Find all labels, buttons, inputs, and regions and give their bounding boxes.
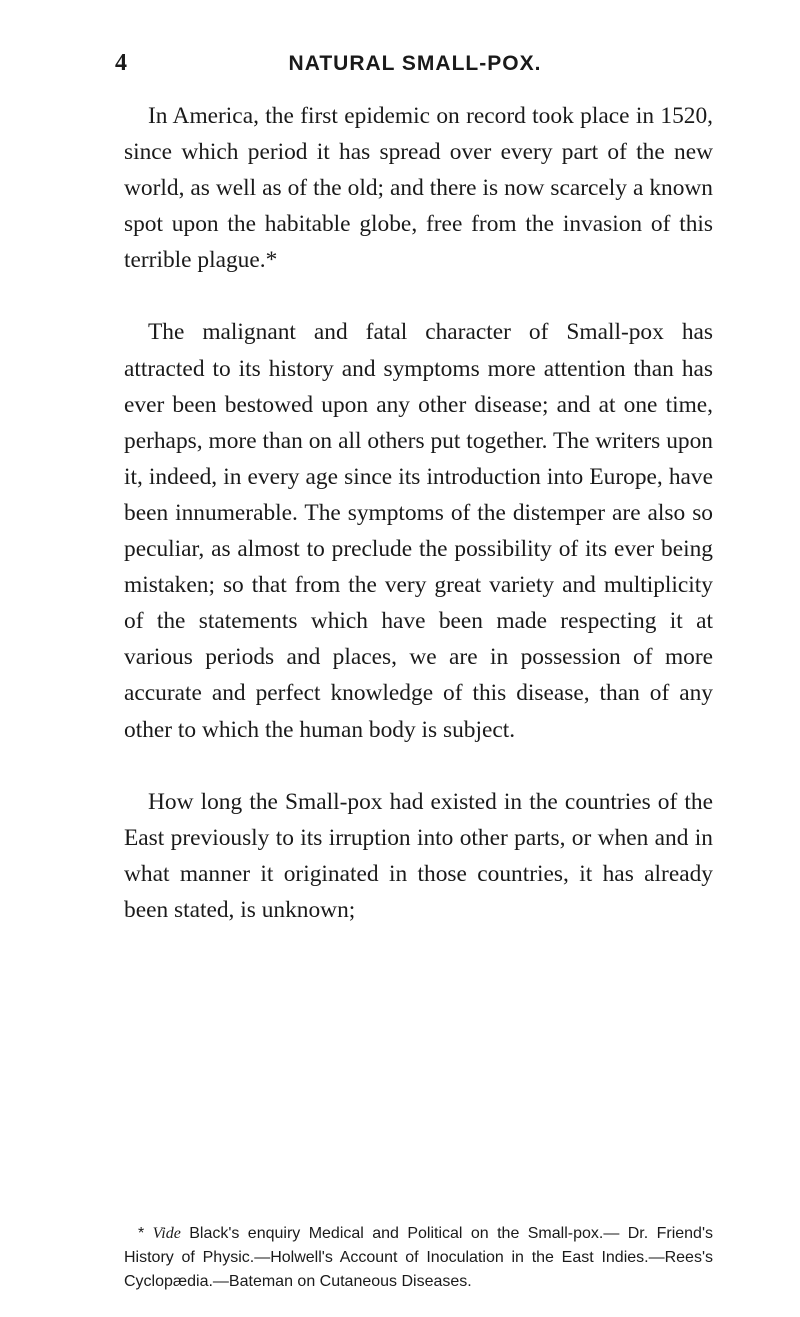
paragraph-origin-east: How long the Small-pox had existed in the countries of the East previously to its irruption into other parts, or when and in what manner it originated in those countries, it has already been stated, is unknown; (124, 788, 713, 923)
page-number: 4 (115, 50, 127, 76)
paragraph-america-epidemic: In America, the first epidemic on record took place in 1520, since which period it has spread over every part of the new world, as well as of the old; and there is now scarcely a known spot upon the habitable globe, free from the invasion of this terrible plague.* (124, 103, 713, 274)
footnote-text: Black's enquiry Medical and Political on the Small-pox.— Dr. Friend's History of Physic.—Holwell's Account of Inoculation in the East Indies.—Rees's Cyclopædia.—Bateman on Cutaneous Diseases. (124, 1225, 714, 1290)
running-head (115, 50, 715, 86)
footnote (124, 1222, 713, 1294)
paragraph-malignant-character: The malignant and fatal character of Small-pox has attracted to its history and symptoms more attention than has ever been bestowed upon any other disease; and at one time, perhaps, more than on all others put together. The writers upon it, indeed, in every age since its introduction into Europe, have been innumerable. The symptoms of the distemper are also so peculiar, as almost to preclude the possibility of its ever being mistaken; so that from the very great variety and multiplicity of the statements which have been made respecting it at various periods and places, we are in possession of more accurate and perfect knowledge of this disease, than of any other to which the human body is subject. (124, 319, 713, 743)
footnote-vide: Vide (152, 1225, 181, 1242)
body-text (124, 98, 713, 928)
footnote-mark: * (138, 1225, 145, 1242)
page-title: NATURAL SMALL-POX. (288, 52, 542, 75)
